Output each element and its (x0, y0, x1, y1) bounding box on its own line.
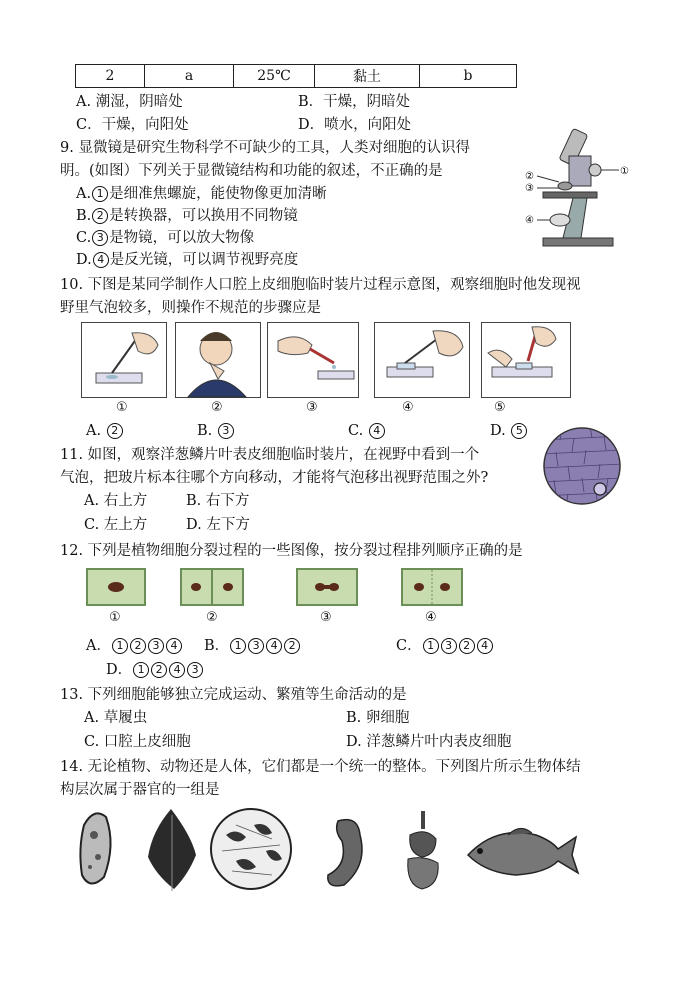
q11-option-c: C. 左上方 (84, 517, 148, 533)
option-prefix: A. (76, 186, 92, 202)
step-2-image (175, 322, 261, 398)
q10-option-d (490, 421, 528, 441)
label-2: ② (525, 171, 534, 182)
q13-option-d: D. 洋葱鳞片叶内表皮细胞 (346, 734, 512, 750)
option-prefix: C. (348, 423, 364, 439)
circled-number: 3 (218, 423, 234, 439)
step-3-image (267, 322, 359, 398)
q8-option-c: C．干燥，向阳处 (76, 117, 189, 133)
q8-option-d: D．喷水，向阳处 (298, 117, 412, 133)
tissue-image (211, 809, 291, 889)
circled-number: 1 (133, 662, 149, 678)
option-text: 是细准焦螺旋，能使物像更加清晰 (109, 186, 327, 202)
q10-stem-line1: 10. 下图是某同学制作人口腔上皮细胞临时装片过程示意图，观察细胞时他发现视 (60, 277, 581, 293)
option-prefix: A． (86, 638, 111, 654)
q13-option-a: A. 草履虫 (84, 710, 148, 726)
microscope-figure (515, 128, 640, 248)
step-5-image (481, 322, 571, 398)
fig-label: ② (206, 610, 218, 625)
circled-number: 3 (248, 638, 264, 654)
q8-option-a: A. 潮湿，阴暗处 (76, 94, 183, 110)
q11-stem-line1: 11. 如图，观察洋葱鳞片叶表皮细胞临时装片，在视野中看到一个 (60, 447, 480, 463)
q10-option-c (348, 421, 386, 441)
leaf-image (148, 809, 196, 891)
q9-option-a (76, 184, 327, 204)
q14-stem-line1: 14. 无论植物、动物还是人体，它们都是一个统一的整体。下列图片所示生物体结 (60, 759, 581, 775)
q12-option-b (204, 636, 301, 656)
q9-option-c (76, 228, 254, 248)
circled-number: 5 (511, 423, 527, 439)
circled-number: 2 (459, 638, 475, 654)
q8-option-b: B．干燥，阴暗处 (298, 94, 411, 110)
table-cell: 2 (76, 65, 145, 88)
step-label: ③ (306, 400, 318, 415)
data-table (75, 64, 517, 88)
circled-number: 3 (148, 638, 164, 654)
q13-option-b: B. 卵细胞 (346, 710, 410, 726)
q12-stem: 12. 下列是植物细胞分裂过程的一些图像，按分裂过程排列顺序正确的是 (60, 543, 523, 559)
cell-division-fig-4 (401, 568, 463, 606)
circled-number: 1 (423, 638, 439, 654)
step-label: ⑤ (494, 400, 506, 415)
organism-images (76, 805, 566, 895)
digestive-system-image (408, 811, 438, 889)
circled-number: 2 (284, 638, 300, 654)
circled-number: 2 (92, 208, 108, 224)
q9-option-d (76, 250, 298, 270)
q14-stem-line2: 构层次属于器官的一组是 (60, 782, 220, 798)
circled-number: 2 (130, 638, 146, 654)
fish-image (468, 828, 578, 875)
option-prefix: A. (86, 423, 102, 439)
circled-number: 1 (112, 638, 128, 654)
step-1-image (81, 322, 167, 398)
q12-option-d (106, 660, 204, 680)
option-prefix: B. (76, 208, 92, 224)
q10-option-b (197, 421, 235, 441)
paramecium-image (80, 813, 110, 883)
circled-number: 2 (151, 662, 167, 678)
option-prefix: D. (490, 423, 506, 439)
table-cell: 黏土 (315, 65, 420, 88)
q13-stem: 13. 下列细胞能够独立完成运动、繁殖等生命活动的是 (60, 687, 407, 703)
circled-number: 4 (266, 638, 282, 654)
label-4: ④ (525, 215, 534, 226)
option-prefix: C. (76, 230, 92, 246)
option-prefix: B. (197, 423, 213, 439)
option-prefix: C． (396, 638, 422, 654)
step-label: ② (211, 400, 223, 415)
q12-option-a (86, 636, 183, 656)
circled-number: 3 (92, 230, 108, 246)
step-label: ④ (402, 400, 414, 415)
option-text: 是反光镜，可以调节视野亮度 (109, 252, 299, 268)
fig-label: ④ (425, 610, 437, 625)
circled-number: 3 (187, 662, 203, 678)
option-prefix: D. (76, 252, 92, 268)
option-text: 是物镜，可以放大物像 (109, 230, 255, 246)
fig-label: ③ (320, 610, 332, 625)
option-prefix: B． (204, 638, 230, 654)
cell-division-fig-2 (180, 568, 244, 606)
q12-option-c (396, 636, 494, 656)
table-cell: 25℃ (234, 65, 315, 88)
circled-number: 4 (369, 423, 385, 439)
circled-number: 2 (107, 423, 123, 439)
q9-stem-line1: 9. 显微镜是研究生物科学不可缺少的工具，人类对细胞的认识得 (60, 140, 470, 156)
onion-cell-view-figure (542, 426, 622, 506)
circled-number: 4 (169, 662, 185, 678)
circled-number: 1 (92, 186, 108, 202)
q11-option-b: B. 右下方 (186, 493, 250, 509)
table-cell: a (145, 65, 234, 88)
cell-division-fig-1 (86, 568, 146, 606)
option-prefix: D． (106, 662, 133, 678)
label-3: ③ (525, 183, 534, 194)
step-label: ① (116, 400, 128, 415)
table-cell: b (420, 65, 517, 88)
q11-option-a: A. 右上方 (84, 493, 148, 509)
table-row (76, 65, 517, 88)
circled-number: 4 (166, 638, 182, 654)
q13-option-c: C. 口腔上皮细胞 (84, 734, 191, 750)
stomach-image (328, 820, 362, 886)
circled-number: 4 (477, 638, 493, 654)
circled-number: 4 (93, 252, 109, 268)
cell-division-fig-3 (296, 568, 358, 606)
option-text: 是转换器，可以换用不同物镜 (109, 208, 298, 224)
bubble-icon (594, 483, 606, 495)
circled-number: 1 (230, 638, 246, 654)
q10-option-a (86, 421, 124, 441)
step-4-image (374, 322, 470, 398)
q11-stem-line2: 气泡，把玻片标本往哪个方向移动，才能将气泡移出视野范围之外? (60, 470, 489, 486)
q9-stem-line2: 明。(如图）下列关于显微镜结构和功能的叙述，不正确的是 (60, 163, 443, 179)
fig-label: ① (109, 610, 121, 625)
circled-number: 3 (441, 638, 457, 654)
label-1: ① (620, 166, 629, 177)
q11-option-d: D. 左下方 (186, 517, 250, 533)
q9-option-b (76, 206, 298, 226)
q10-stem-line2: 野里气泡较多，则操作不规范的步骤应是 (60, 300, 321, 316)
